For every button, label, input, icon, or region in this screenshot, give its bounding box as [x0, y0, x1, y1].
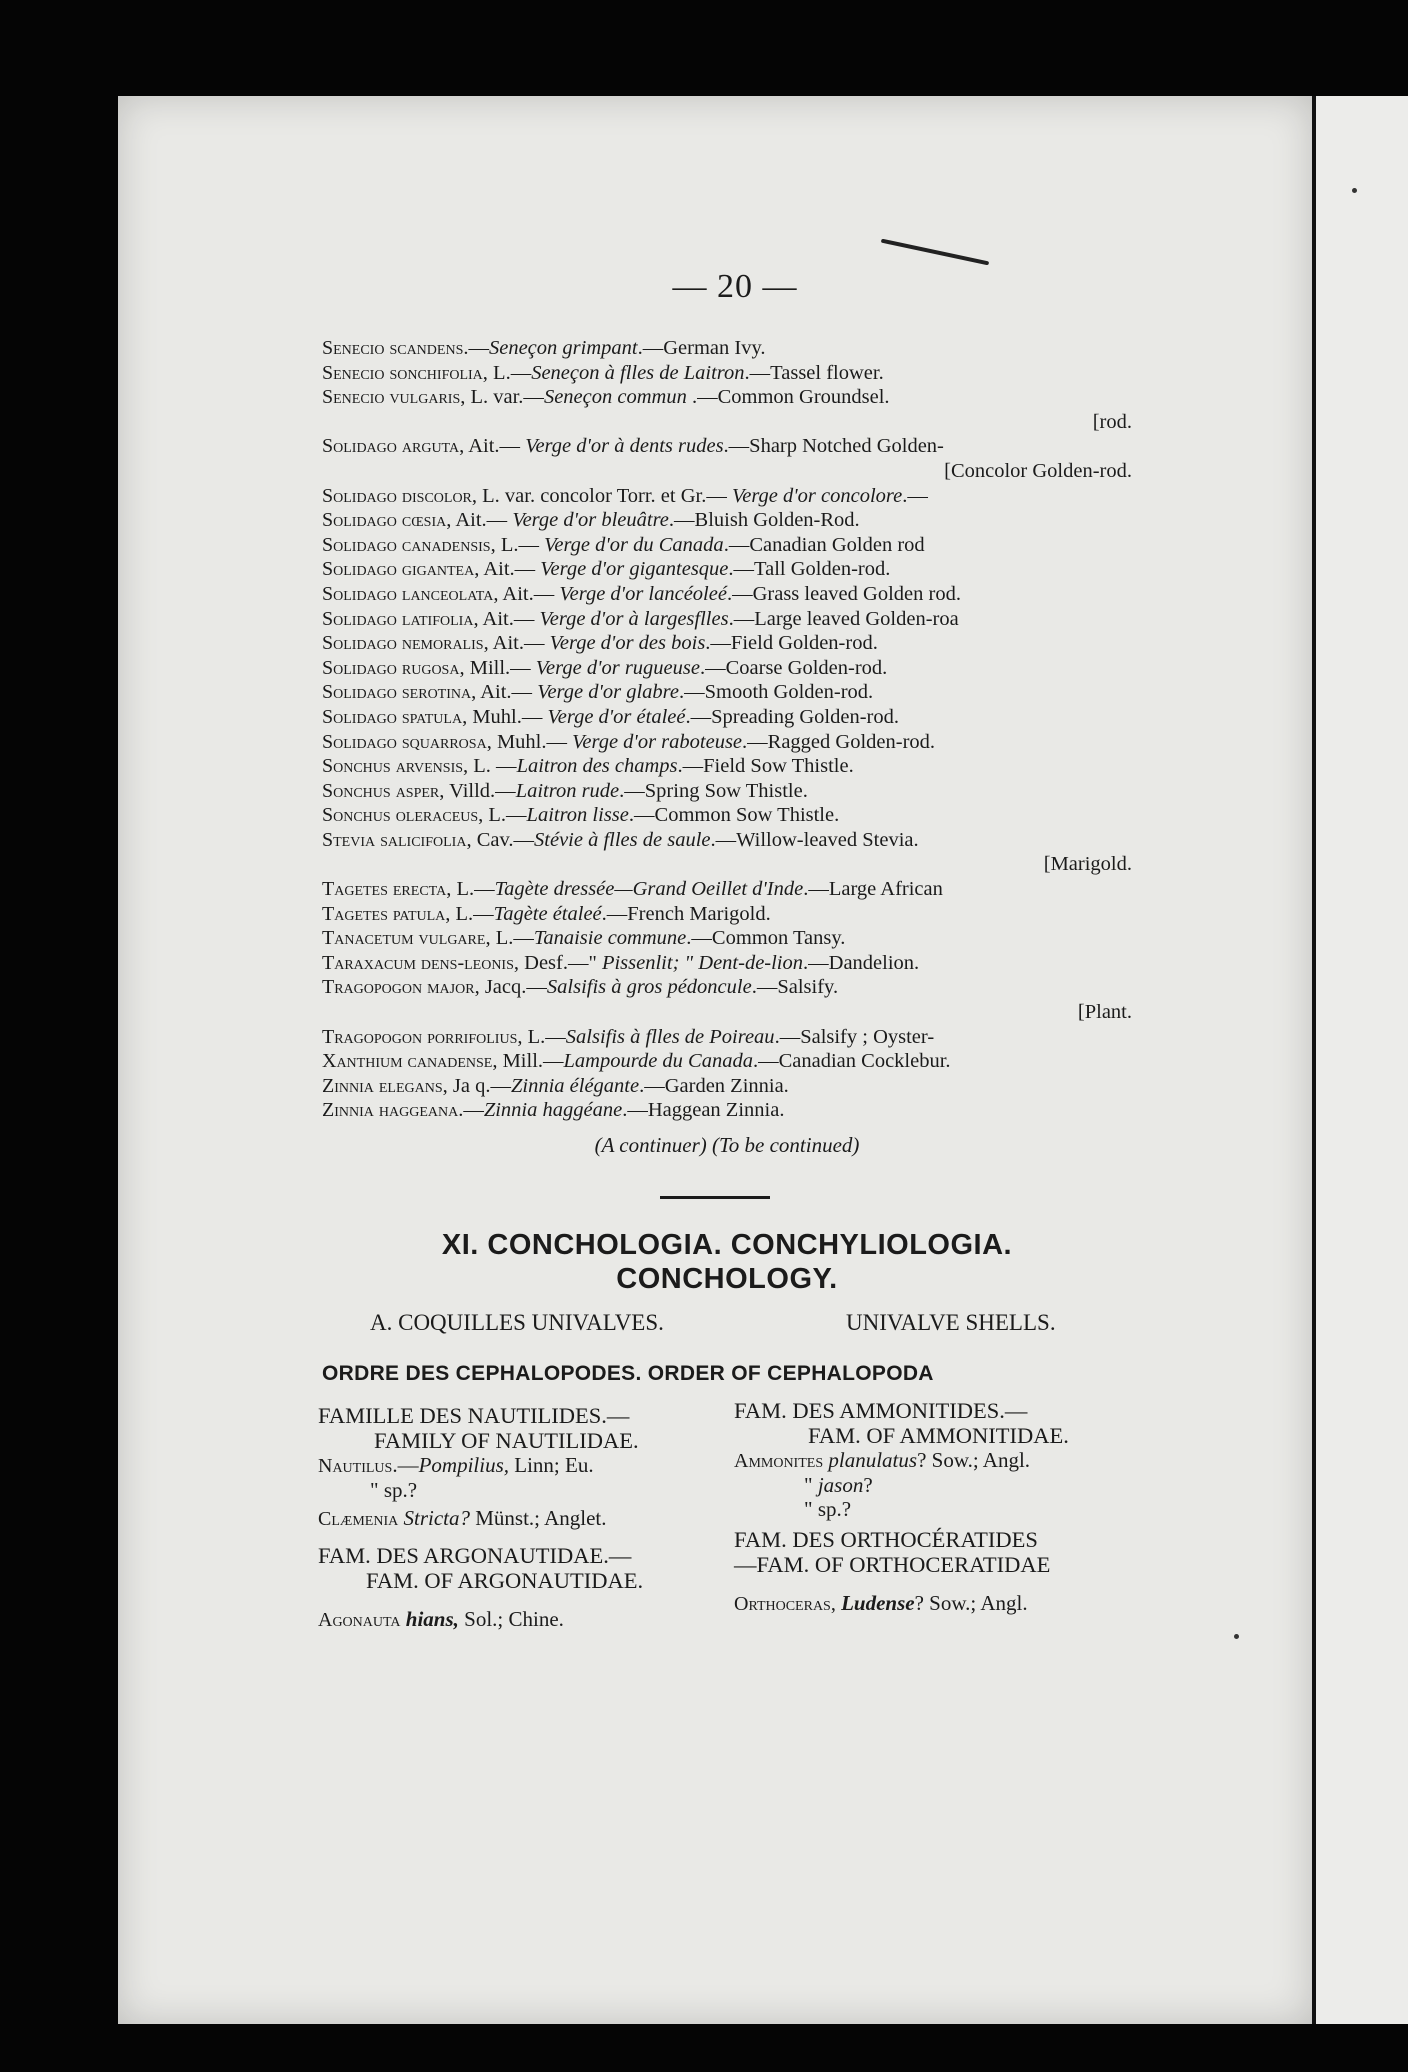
entry-argonauta: Agonauta hians, Sol.; Chine.	[318, 1607, 564, 1631]
species-authority: , Ja q.—	[442, 1074, 511, 1097]
species-name: Solidago rugosa	[322, 656, 460, 679]
french-name: Tagète dressée—Grand Oeillet d'Inde	[494, 878, 804, 901]
english-name: .—Canadian Golden rod	[723, 533, 925, 556]
species-authority: , L.—	[490, 533, 545, 556]
species-name: Solidago canadensis	[322, 533, 491, 556]
english-name: .—Tassel flower.	[744, 361, 884, 384]
english-name: .—Dandelion.	[803, 951, 920, 974]
species-name: Xanthium canadense	[322, 1050, 493, 1073]
species-name: Tragopogon porrifolius	[322, 1025, 518, 1048]
english-name: .—French Marigold.	[601, 902, 771, 925]
next-page-edge	[1312, 96, 1408, 2024]
species-entry	[322, 459, 1132, 484]
species-name: Senecio vulgaris	[322, 386, 461, 409]
species-name: Tragopogon major	[322, 976, 475, 999]
species-authority: , Ait.—	[471, 681, 538, 704]
species-entry	[322, 508, 1132, 533]
species-name: Solidago squarrosa	[322, 730, 487, 753]
species-name: Senecio scandens	[322, 337, 464, 359]
species-name: Solidago gigantea	[322, 558, 475, 581]
english-name: .—Bluish Golden-Rod.	[668, 509, 860, 532]
section-title	[322, 1228, 1132, 1296]
species-name: Tagetes erecta	[322, 878, 447, 901]
line-continuation: [Marigold.	[1043, 853, 1132, 876]
french-name: Zinnia élégante	[510, 1074, 640, 1097]
left-column	[318, 1403, 643, 1632]
english-name: .—Coarse Golden-rod.	[699, 656, 888, 679]
line-continuation: [Concolor Golden-rod.	[944, 459, 1132, 482]
french-name: Laitron des champs	[516, 755, 678, 778]
family-orthoceratidae: —FAM. OF ORTHOCERATIDAE	[734, 1552, 1051, 1577]
french-name: Verge d'or à dents rudes	[525, 435, 724, 458]
french-name: Laitron rude	[515, 779, 620, 802]
species-entry	[322, 828, 1132, 853]
french-name: Laitron lisse	[526, 804, 629, 827]
species-authority: , L.—	[517, 1025, 566, 1048]
species-name: Solidago lanceolata	[322, 582, 494, 605]
french-name: Salsifis à flles de Poireau	[565, 1025, 775, 1048]
english-name: .—Salsify ; Oyster-	[774, 1025, 935, 1048]
subhead-right: UNIVALVE SHELLS.	[846, 1310, 1056, 1335]
speck-mark	[1234, 1634, 1239, 1639]
species-entry	[322, 557, 1132, 582]
species-authority: , L. var.—	[460, 386, 544, 409]
species-entry	[322, 779, 1132, 804]
french-name: Zinnia haggéane	[483, 1099, 623, 1122]
french-name: Verge d'or glabre	[537, 681, 679, 704]
species-entry	[322, 656, 1132, 681]
english-name: .—Large leaved Golden-roa	[728, 607, 959, 630]
french-name: Stévie à flles de saule	[534, 828, 711, 851]
species-authority: , L. —	[463, 755, 517, 778]
species-name: Solidago cœsia	[322, 509, 447, 532]
section-title-line2: CONCHOLOGY.	[616, 1263, 838, 1295]
family-nautilides: FAMILLE DES NAUTILIDES.—	[318, 1403, 630, 1428]
species-entry	[322, 926, 1132, 951]
species-name: Sonchus arvensis	[322, 755, 464, 778]
species-entry	[322, 680, 1132, 705]
english-name: .—Common Groundsel.	[686, 386, 890, 409]
species-authority: , Muhl.—	[462, 705, 548, 728]
species-name: Solidago arguta	[322, 435, 460, 458]
french-name: Verge d'or concolore	[731, 484, 903, 507]
species-entry	[322, 852, 1132, 877]
french-name: Tanaisie commune	[533, 927, 687, 950]
french-name: Verge d'or lancéoleé	[559, 582, 727, 605]
species-entry	[322, 1098, 1132, 1123]
section-rule	[660, 1196, 770, 1199]
species-entry	[322, 336, 1132, 361]
species-entry	[322, 410, 1132, 435]
line-continuation: [Plant.	[1077, 1001, 1132, 1024]
family-nautilidae: FAMILY OF NAUTILIDAE.	[374, 1428, 639, 1453]
order-heading: ORDRE DES CEPHALOPODES. ORDER OF CEPHALOPODA	[322, 1362, 934, 1385]
species-authority: , Ait.—	[446, 509, 513, 532]
species-entry	[322, 361, 1132, 386]
entry-clymenia: Clæmenia Stricta? Münst.; Anglet.	[318, 1506, 607, 1530]
french-name: Verge d'or bleuâtre	[512, 509, 669, 532]
french-name: Verge d'or du Canada	[544, 533, 724, 556]
species-entry	[322, 902, 1132, 927]
entry-nautilus-sp: " sp.?	[370, 1478, 418, 1502]
entry-ammonites: Ammonites planulatus? Sow.; Angl.	[734, 1448, 1031, 1472]
entry-ammonites-jason: " jason?	[804, 1473, 873, 1497]
english-name: .—Grass leaved Golden rod.	[726, 582, 961, 605]
french-name: Pissenlit; " Dent-de-lion	[601, 951, 804, 974]
species-entry	[322, 582, 1132, 607]
species-entry	[322, 631, 1132, 656]
family-ammonitidae: FAM. OF AMMONITIDAE.	[808, 1423, 1069, 1448]
species-authority: , Ait.—	[483, 632, 550, 655]
species-name: Solidago serotina	[322, 681, 472, 704]
species-name: Sonchus oleraceus	[322, 804, 479, 827]
subhead-left: A. COQUILLES UNIVALVES.	[370, 1310, 664, 1335]
english-name: .—Haggean Zinnia.	[622, 1099, 785, 1122]
english-name: .—Large African	[803, 878, 943, 901]
species-authority: , Muhl.—	[486, 730, 573, 753]
species-name: Senecio sonchifolia	[322, 361, 483, 384]
entry-ammonites-sp: " sp.?	[804, 1497, 852, 1521]
french-name: Verge d'or gigantesque	[540, 558, 729, 581]
english-name: .—Tall Golden-rod.	[728, 558, 891, 581]
species-authority: , L. var. concolor Torr. et Gr.—	[471, 484, 732, 507]
english-name: .—Spring Sow Thistle.	[619, 779, 808, 802]
french-name: Seneçon grimpant	[488, 337, 638, 359]
species-entry	[322, 533, 1132, 558]
species-name: Solidago nemoralis	[322, 632, 484, 655]
species-entry	[322, 1049, 1132, 1074]
entry-orthoceras: Orthoceras, Ludense? Sow.; Angl.	[734, 1591, 1028, 1615]
english-name: .—Sharp Notched Golden-	[723, 435, 944, 458]
french-name: Seneçon à flles de Laitron	[531, 361, 745, 384]
species-authority: , L.—	[478, 804, 527, 827]
page-divider	[1312, 96, 1316, 2024]
english-name: .—Spreading Golden-rod.	[685, 705, 899, 728]
species-name: Zinnia haggeana	[322, 1099, 459, 1122]
french-name: Verge d'or étaleé	[547, 705, 686, 728]
species-entry	[322, 385, 1132, 410]
continued-note: (A continuer) (To be continued)	[594, 1133, 860, 1157]
french-name: Verge d'or raboteuse	[572, 730, 743, 753]
english-name: .—Smooth Golden-rod.	[678, 681, 874, 704]
english-name: .—Willow-leaved Stevia.	[710, 828, 919, 851]
species-entry	[322, 1074, 1132, 1099]
species-name: Taraxacum dens-leonis	[322, 951, 514, 974]
page-number: — 20 —	[672, 268, 798, 305]
english-name: .—Common Sow Thistle.	[628, 804, 840, 827]
species-authority: .—	[463, 337, 489, 359]
family-argonautidae-en: FAM. OF ARGONAUTIDAE.	[366, 1568, 644, 1593]
english-name: .—	[902, 484, 928, 507]
species-authority: , Ait.—	[474, 558, 541, 581]
english-name: .—Garden Zinnia.	[639, 1074, 789, 1097]
english-name: .—Field Golden-rod.	[705, 632, 878, 655]
species-authority: , Cav.—	[466, 828, 535, 851]
english-name: .—Salsify.	[751, 976, 839, 999]
species-name: Stevia salicifolia	[322, 828, 467, 851]
species-entry	[322, 951, 1132, 976]
english-name: .—Ragged Golden-rod.	[742, 730, 936, 753]
species-authority: , Jacq.—	[474, 976, 547, 999]
species-entry	[322, 730, 1132, 755]
species-name: Sonchus asper	[322, 779, 440, 802]
species-entry	[322, 803, 1132, 828]
species-name: Tagetes patula	[322, 902, 446, 925]
french-name: Lampourde du Canada	[563, 1050, 753, 1073]
species-authority: , Desf.—"	[513, 951, 602, 974]
species-name: Solidago latifolia	[322, 607, 474, 630]
french-name: Verge d'or à largesflles	[539, 607, 729, 630]
species-authority: , Mill.—	[459, 656, 536, 679]
entry-nautilus: Nautilus.—Pompilius, Linn; Eu.	[318, 1453, 594, 1477]
speck-mark	[1352, 188, 1357, 193]
species-authority: .—	[458, 1099, 484, 1122]
french-name: Salsifis à gros pédoncule	[546, 976, 752, 999]
family-orthoceratides: FAM. DES ORTHOCÉRATIDES	[734, 1527, 1038, 1552]
species-name: Zinnia elegans	[322, 1074, 443, 1097]
species-authority: , Ait.—	[459, 435, 526, 458]
species-list	[322, 336, 1132, 1123]
species-name: Solidago discolor	[322, 484, 472, 507]
english-name: .—Common Tansy.	[686, 927, 846, 950]
species-authority: , Mill.—	[492, 1050, 564, 1073]
species-authority: , L.—	[482, 361, 532, 384]
species-name: Solidago spatula	[322, 705, 463, 728]
english-name: .—German Ivy.	[637, 337, 766, 359]
species-authority: , L.—	[485, 927, 534, 950]
right-column	[734, 1398, 1069, 1616]
line-continuation: [rod.	[1092, 410, 1132, 433]
species-entry	[322, 1025, 1132, 1050]
french-name: Verge d'or rugueuse	[535, 656, 700, 679]
species-entry	[322, 607, 1132, 632]
french-name: Tagète étaleé	[493, 902, 602, 925]
species-entry	[322, 705, 1132, 730]
species-name: Tanacetum vulgare	[322, 927, 486, 950]
species-authority: , L.—	[445, 902, 494, 925]
species-entry	[322, 975, 1132, 1000]
species-authority: , L.—	[446, 878, 495, 901]
species-entry	[322, 877, 1132, 902]
species-entry	[322, 754, 1132, 779]
species-authority: , Villd.—	[439, 779, 516, 802]
english-name: .—Canadian Cocklebur.	[752, 1050, 951, 1073]
french-name: Seneçon commun	[543, 386, 687, 409]
french-name: Verge d'or des bois	[549, 632, 706, 655]
family-argonautidae-fr: FAM. DES ARGONAUTIDAE.—	[318, 1543, 632, 1568]
section-title-line1: XI. CONCHOLOGIA. CONCHYLIOLOGIA.	[441, 1229, 1013, 1261]
species-entry	[322, 434, 1132, 459]
species-entry	[322, 1000, 1132, 1025]
species-entry	[322, 484, 1132, 509]
family-ammonitides: FAM. DES AMMONITIDES.—	[734, 1398, 1028, 1423]
species-authority: , Ait.—	[493, 582, 560, 605]
species-authority: , Ait.—	[473, 607, 540, 630]
english-name: .—Field Sow Thistle.	[677, 755, 854, 778]
